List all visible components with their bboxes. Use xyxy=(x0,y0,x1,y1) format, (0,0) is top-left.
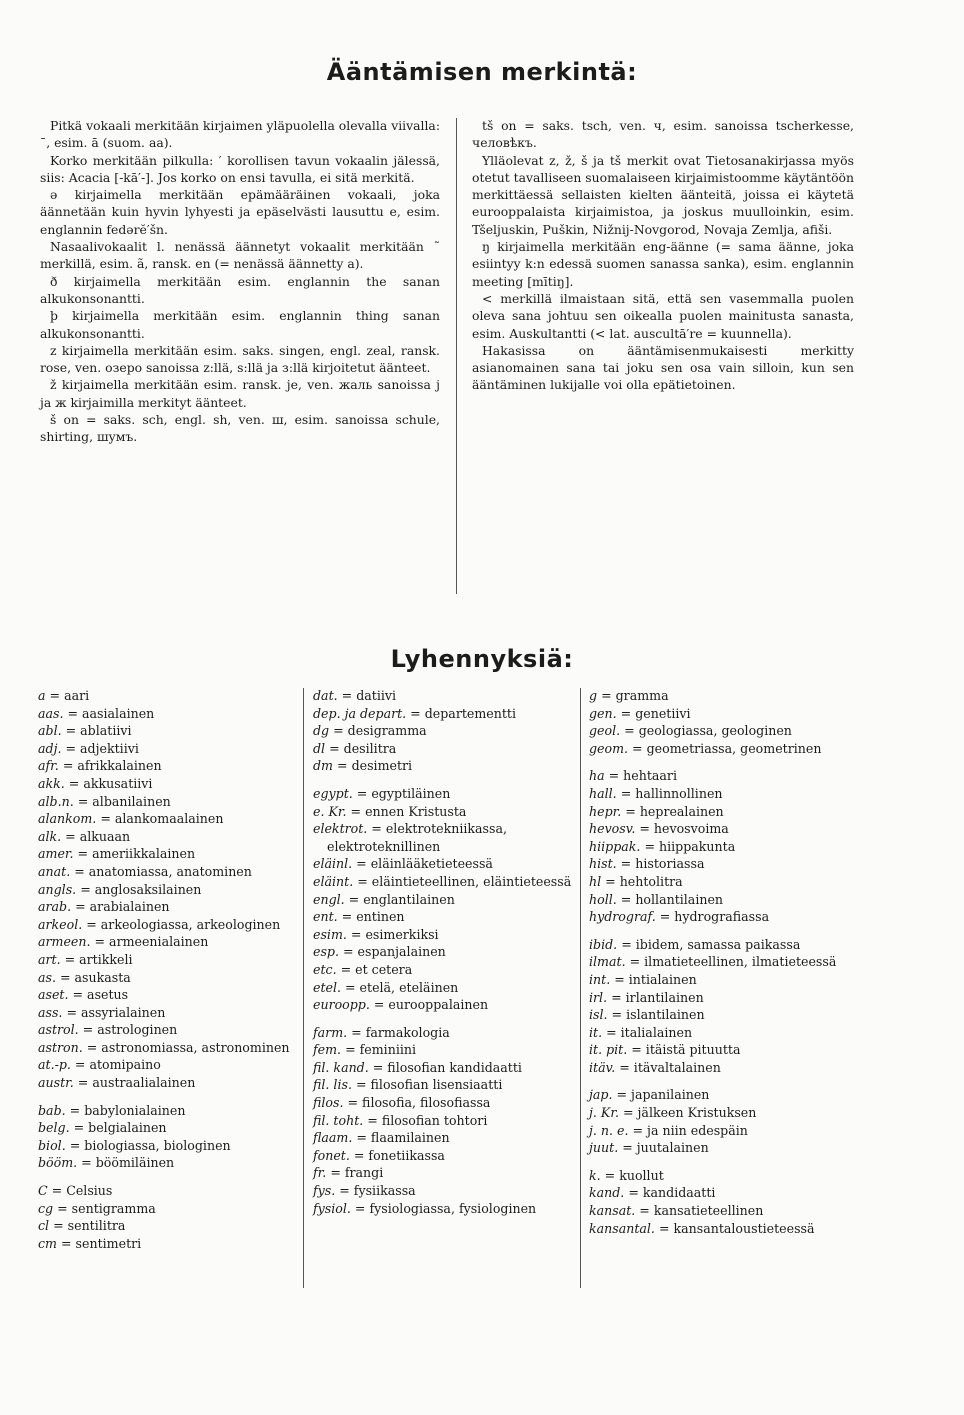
abbreviation-entry: alankom. = alankomaalainen xyxy=(38,811,224,827)
abbreviation-entry: alk. = alkuaan xyxy=(38,828,131,844)
abbreviation-entry: at.-p. = atomipaino xyxy=(38,1057,161,1073)
abbreviation-group xyxy=(38,1102,296,1172)
abbreviation-entry: it. pit. = itäistä pituutta xyxy=(589,1042,741,1058)
abbreviation-entry: g = gramma xyxy=(589,688,669,703)
abbreviation-group xyxy=(589,687,853,757)
abbreviation-entry: hevosv. = hevosvoima xyxy=(589,821,729,837)
abbreviation-group xyxy=(589,936,853,1077)
abbreviation-entry: itäv. = itävaltalainen xyxy=(589,1059,721,1075)
paragraph: ž kirjaimella merkitään esim. ransk. je, ven. жаль sanoissa j ja ж kirjaimilla merkityt äänteet. xyxy=(40,377,440,410)
abbreviation-entry: hl = hehtolitra xyxy=(589,873,683,889)
abbreviation-entry: etel. = etelä, eteläinen xyxy=(313,979,459,995)
abbreviation-entry: euroopp. = eurooppalainen xyxy=(313,997,489,1013)
abbreviation-entry: elektrot. = elektrotekniikassa, elektroteknillinen xyxy=(313,821,507,854)
paragraph: Pitkä vokaali merkitään kirjaimen yläpuolella olevalla viivalla: ¯, esim. ā (suom. aa). xyxy=(40,118,440,151)
abbreviation-entry: as. = asukasta xyxy=(38,969,131,985)
abbreviation-group xyxy=(589,1167,853,1237)
abbreviation-entry: juut. = juutalainen xyxy=(589,1140,709,1156)
abbreviation-entry: flaam. = flaamilainen xyxy=(313,1130,450,1146)
abbreviation-entry: geom. = geometriassa, geometrinen xyxy=(589,740,822,756)
abbreviation-entry: j. n. e. = ja niin edespäin xyxy=(589,1122,748,1138)
abbreviation-entry: anat. = anatomiassa, anatominen xyxy=(38,863,252,879)
abbreviation-entry: ilmat. = ilmatieteellinen, ilmatieteessä xyxy=(589,954,837,970)
abbreviation-entry: art. = artikkeli xyxy=(38,951,133,967)
paragraph: ŋ kirjaimella merkitään eng-äänne (= sama äänne, joka esiintyy k:n edessä suomen sanassa sanka), esim. englannin meeting [mītiŋ]. xyxy=(472,239,854,289)
abbreviation-entry: hiippak. = hiippakunta xyxy=(589,838,736,854)
abbreviation-group xyxy=(589,767,853,925)
abbreviation-entry: biol. = biologiassa, biologinen xyxy=(38,1137,231,1153)
paragraph: Korko merkitään pilkulla: ′ korollisen tavun vokaalin jälessä, siis: Acacia [-kā′-]. Jos korko on ensi tavulla, ei sitä merkitä. xyxy=(40,152,440,185)
abbreviation-entry: irl. = irlantilainen xyxy=(589,989,704,1005)
abbreviation-entry: cm = sentimetri xyxy=(38,1235,142,1251)
abbreviation-entry: k. = kuollut xyxy=(589,1167,664,1183)
abbreviation-entry: cg = sentigramma xyxy=(38,1200,156,1216)
abbreviation-entry: dg = desigramma xyxy=(313,723,427,739)
abbreviation-entry: ent. = entinen xyxy=(313,909,405,925)
abbreviation-entry: hydrograf. = hydrografiassa xyxy=(589,909,770,925)
abbreviation-entry: e. Kr. = ennen Kristusta xyxy=(313,803,467,819)
paragraph: < merkillä ilmaistaan sitä, että sen vasemmalla puolen oleva sana johtuu sen oikealla puolen mainitusta sanasta, esim. Auskultantti (< lat. auscultā′re = kuunnella). xyxy=(472,290,854,341)
paragraph: Nasaalivokaalit l. nenässä äännetyt vokaalit merkitään ˜ merkillä, esim. ã, ransk. en (= nenässä äännetty a). xyxy=(40,239,440,272)
column-divider xyxy=(456,118,457,594)
abbreviation-entry: bööm. = böömiläinen xyxy=(38,1155,175,1171)
abbreviation-group xyxy=(313,687,575,775)
abbreviation-entry: bab. = babylonialainen xyxy=(38,1102,186,1118)
abbreviation-entry: akk. = akkusatiivi xyxy=(38,775,153,791)
abbreviation-entry: holl. = hollantilainen xyxy=(589,891,724,907)
abbreviation-entry: fysiol. = fysiologiassa, fysiologinen xyxy=(313,1200,537,1216)
paragraph: Hakasissa on ääntämisenmukaisesti merkitty asianomainen sana tai joku sen osa vain silloin, kun sen ääntäminen lukijalle voi olla epätietoinen. xyxy=(472,342,854,393)
abbreviation-entry: int. = intialainen xyxy=(589,971,697,987)
abbreviation-entry: kand. = kandidaatti xyxy=(589,1185,716,1201)
abbreviation-entry: C = Celsius xyxy=(38,1183,113,1199)
page-title: Ääntämisen merkintä: xyxy=(326,58,638,86)
abbreviation-group xyxy=(38,1182,296,1252)
paragraph: ð kirjaimella merkitään esim. englannin the sanan alkukonsonantti. xyxy=(40,273,440,306)
abbreviation-entry: amer. = ameriikkalainen xyxy=(38,846,196,862)
abbreviation-entry: kansat. = kansatieteellinen xyxy=(589,1203,764,1219)
abbreviation-entry: dl = desilitra xyxy=(313,740,397,756)
paragraph: þ kirjaimella merkitään esim. englannin thing sanan alkukonsonantti. xyxy=(40,308,440,341)
abbreviation-entry: dat. = datiivi xyxy=(313,688,397,703)
abbreviation-entry: aset. = asetus xyxy=(38,987,129,1003)
abbreviation-entry: fil. toht. = filosofian tohtori xyxy=(313,1112,488,1128)
abbreviation-entry: eläint. = eläintieteellinen, eläintieteessä xyxy=(313,873,572,889)
abbreviation-entry: astron. = astronomiassa, astronominen xyxy=(38,1039,290,1055)
paragraph: z kirjaimella merkitään esim. saks. singen, engl. zeal, ransk. rose, ven. озеро sanoissa z:llä, s:llä ja з:llä kirjoitetut äänteet. xyxy=(40,342,440,376)
abbreviation-entry: hist. = historiassa xyxy=(589,856,705,872)
abbreviation-entry: hepr. = heprealainen xyxy=(589,803,724,819)
abbreviation-entry: ibid. = ibidem, samassa paikassa xyxy=(589,936,801,952)
abbreviation-entry: arkeol. = arkeologiassa, arkeologinen xyxy=(38,916,281,932)
abbreviation-entry: armeen. = armeenialainen xyxy=(38,934,209,950)
abbreviation-entry: gen. = genetiivi xyxy=(589,705,691,721)
abbreviation-entry: eläinl. = eläinlääketieteessä xyxy=(313,856,493,872)
abbreviation-entry: fem. = feminiini xyxy=(313,1042,417,1058)
paragraph: tš on = saks. tsch, ven. ч, esim. sanoissa tscherkesse, человѣкъ. xyxy=(472,118,854,151)
abbreviation-entry: alb.n. = albanilainen xyxy=(38,793,171,809)
abbreviation-entry: angls. = anglosaksilainen xyxy=(38,881,202,897)
abbreviation-entry: etc. = et cetera xyxy=(313,961,413,977)
pronunciation-column-left xyxy=(40,117,440,446)
abbreviation-entry: aas. = aasialainen xyxy=(38,705,155,721)
abbreviation-entry: afr. = afrikkalainen xyxy=(38,758,162,774)
abbreviation-entry: j. Kr. = jälkeen Kristuksen xyxy=(589,1105,757,1121)
abbreviation-entry: ha = hehtaari xyxy=(589,768,677,784)
abbreviation-entry: farm. = farmakologia xyxy=(313,1024,450,1040)
paragraph: ə kirjaimella merkitään epämääräinen vokaali, joka äännetään kuin hyvin lyhyesti ja epäselvästi lausuttu e, esim. englannin fedərĕ′šn. xyxy=(40,187,440,237)
abbreviation-entry: it. = italialainen xyxy=(589,1024,693,1040)
abbreviation-entry: dep. ja depart. = departementti xyxy=(313,705,517,721)
abbreviation-entry: hall. = hallinnollinen xyxy=(589,785,723,801)
abbreviations-title: Lyhennyksiä: xyxy=(390,645,574,673)
abbreviations-column-2 xyxy=(313,687,575,1227)
abbreviation-entry: abl. = ablatiivi xyxy=(38,723,132,739)
abbreviation-group xyxy=(38,687,296,1092)
paragraph: Ylläolevat z, ž, š ja tš merkit ovat Tietosanakirjassa myös otetut tavalliseen suomalaiseen kirjaimistoomme käytäntöön merkittäessä sellaisten kielten äänteitä, joissa ei käytetä eurooppalaista kirjaimistoa, ja joskus muulloinkin, esim. Tšeljuskin, Puškin, Nižnij-Novgorod, Novaja Zemlja, afiši. xyxy=(472,152,854,237)
abbreviation-entry: filos. = filosofia, filosofiassa xyxy=(313,1095,491,1111)
abbreviation-entry: cl = sentilitra xyxy=(38,1218,126,1234)
abbreviation-entry: astrol. = astrologinen xyxy=(38,1022,178,1038)
abbreviation-entry: austr. = austraalialainen xyxy=(38,1075,196,1091)
abbreviation-entry: isl. = islantilainen xyxy=(589,1007,705,1023)
abbreviation-entry: ass. = assyrialainen xyxy=(38,1004,166,1020)
abbreviation-entry: fys. = fysiikassa xyxy=(313,1183,416,1199)
column-divider xyxy=(580,688,581,1288)
abbreviation-entry: fr. = frangi xyxy=(313,1165,384,1181)
abbreviation-entry: fil. lis. = filosofian lisensiaatti xyxy=(313,1077,503,1093)
abbreviation-entry: esim. = esimerkiksi xyxy=(313,926,439,942)
abbreviation-entry: arab. = arabialainen xyxy=(38,899,170,915)
abbreviation-entry: fonet. = fonetiikassa xyxy=(313,1147,445,1163)
column-divider xyxy=(303,688,304,1288)
abbreviation-entry: belg. = belgialainen xyxy=(38,1120,167,1136)
abbreviation-entry: esp. = espanjalainen xyxy=(313,944,446,960)
abbreviation-group xyxy=(313,785,575,1014)
abbreviation-group xyxy=(589,1086,853,1156)
paragraph: š on = saks. sch, engl. sh, ven. ш, esim. sanoissa schule, shirting, шумъ. xyxy=(40,412,440,445)
abbreviation-group xyxy=(313,1024,575,1218)
abbreviation-entry: fil. kand. = filosofian kandidaatti xyxy=(313,1059,522,1075)
abbreviation-entry: adj. = adjektiivi xyxy=(38,740,139,756)
abbreviation-entry: geol. = geologiassa, geologinen xyxy=(589,723,792,739)
pronunciation-column-right xyxy=(472,117,854,394)
abbreviation-entry: dm = desimetri xyxy=(313,758,413,774)
abbreviation-entry: jap. = japanilainen xyxy=(589,1087,710,1103)
abbreviation-entry: a = aari xyxy=(38,688,90,703)
abbreviations-column-3 xyxy=(589,687,853,1247)
abbreviation-entry: engl. = englantilainen xyxy=(313,891,455,907)
abbreviation-entry: egypt. = egyptiläinen xyxy=(313,785,451,801)
abbreviations-column-1 xyxy=(38,687,296,1262)
abbreviation-entry: kansantal. = kansantaloustieteessä xyxy=(589,1220,815,1236)
